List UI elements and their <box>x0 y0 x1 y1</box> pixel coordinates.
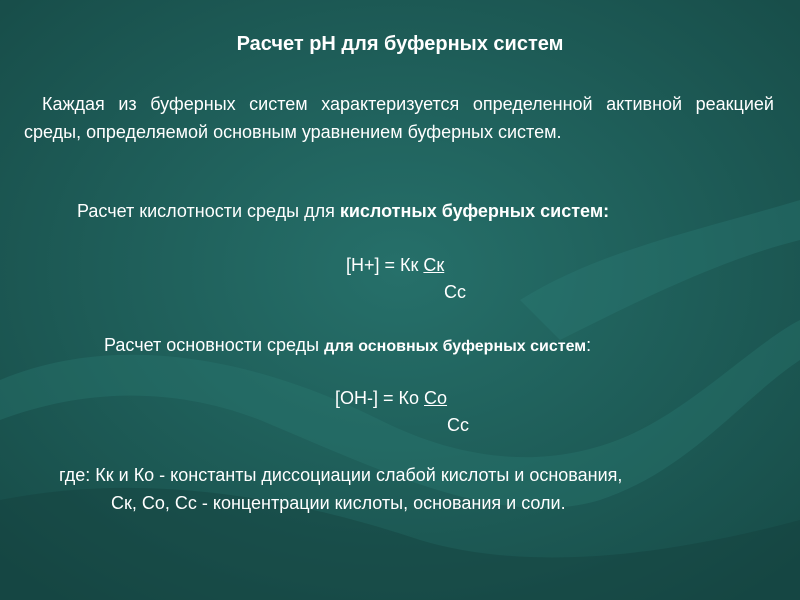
base-formula-numerator: Со <box>424 388 448 408</box>
base-formula <box>335 387 447 409</box>
base-heading <box>104 334 591 358</box>
acid-formula-lhs: [H+] = Кк <box>346 255 424 275</box>
intro-paragraph <box>24 90 774 146</box>
acid-formula-denominator: Сс <box>444 282 466 302</box>
base-formula-lhs: [OH-] = Ко <box>335 388 425 408</box>
base-heading-suffix: : <box>586 335 592 355</box>
slide-title: Расчет рН для буферных систем <box>236 33 564 55</box>
acid-formula <box>346 254 444 276</box>
base-heading-bold: для основных буферных систем <box>324 338 587 355</box>
footnote-line-1: где: Кк и Ко - константы диссоциации слабой кислоты и основания, <box>59 465 623 485</box>
intro-text: Каждая из буферных систем характеризуется определенной активной реакцией среды, определяемой основным уравнением буферных систем. <box>24 94 774 142</box>
acid-formula-numerator: Ск <box>423 255 445 275</box>
acid-heading-bold: кислотных буферных систем: <box>339 201 610 221</box>
base-formula-denominator: Сс <box>447 415 469 435</box>
base-heading-prefix: Расчет основности среды <box>104 335 325 355</box>
acid-heading-prefix: Расчет кислотности среды для <box>77 201 340 221</box>
footnote-line-2: Ск, Со, Сс - концентрации кислоты, основания и соли. <box>111 493 566 513</box>
acid-heading <box>77 200 609 222</box>
